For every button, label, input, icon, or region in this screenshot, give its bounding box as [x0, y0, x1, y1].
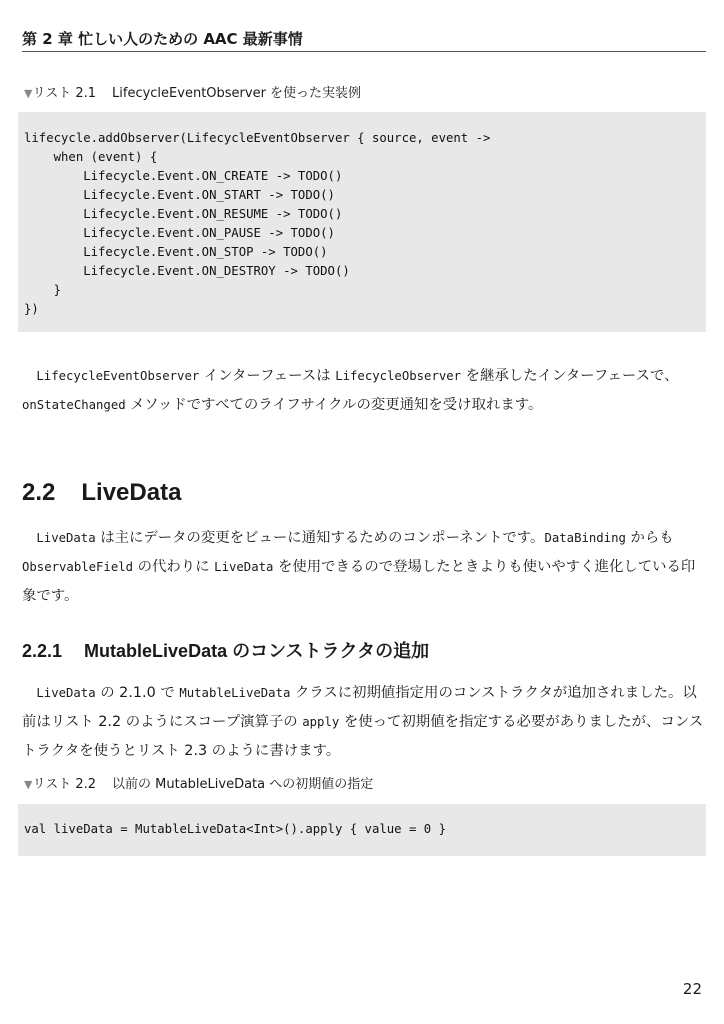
inline-code: ObservableField — [22, 560, 134, 574]
paragraph-text: からも — [625, 530, 674, 546]
section-heading — [22, 478, 181, 508]
subsection-title: MutableLiveData のコンストラクタの追加 — [84, 641, 430, 661]
inline-code: LifecycleEventObserver — [36, 369, 200, 383]
inline-code: DataBinding — [544, 531, 626, 545]
caption-marker-icon: ▼ — [24, 87, 33, 100]
paragraph-text: は主にデータの変更をビューに通知するためのコンポーネントです。 — [95, 530, 545, 546]
paragraph — [22, 362, 706, 420]
inline-code: LiveData — [36, 686, 96, 700]
paragraph-text: を継承したインターフェースで、 — [461, 368, 679, 384]
paragraph-text: を使って初期値を指定する必要がありましたが、コンストラクタを使うとリスト 2.3 のように書けます。 — [22, 714, 704, 759]
inline-code: LiveData — [36, 531, 96, 545]
listing-number: リスト 2.2 — [32, 777, 97, 792]
code-text: val liveData = MutableLiveData<Int>().apply { value = 0 } — [24, 822, 446, 836]
inline-code: LiveData — [214, 560, 274, 574]
paragraph-text: を使用できるので登場したときよりも使いやすく進化している印象です。 — [22, 559, 696, 604]
inline-code: MutableLiveData — [179, 686, 291, 700]
section-title: LiveData — [81, 479, 182, 506]
inline-code: apply — [302, 715, 340, 729]
inline-code: LifecycleObserver — [335, 369, 462, 383]
section-number: 2.2 — [22, 479, 56, 506]
code-block — [18, 112, 706, 332]
paragraph — [22, 679, 706, 766]
listing-title: 以前の MutableLiveData への初期値の指定 — [112, 777, 374, 792]
inline-code: onStateChanged — [22, 398, 126, 412]
code-block — [18, 804, 706, 856]
listing-caption — [24, 86, 361, 102]
listing-title: LifecycleEventObserver を使った実装例 — [112, 86, 362, 101]
header-rule — [22, 51, 706, 52]
subsection-number: 2.2.1 — [22, 641, 63, 661]
paragraph-text: メソッドですべてのライフサイクルの変更通知を受け取れます。 — [125, 397, 543, 413]
paragraph-text: の代わりに — [133, 559, 215, 575]
paragraph — [22, 524, 706, 611]
listing-number: リスト 2.1 — [32, 86, 97, 101]
listing-caption — [24, 777, 373, 793]
running-header: 第 2 章 忙しい人のための AAC 最新事情 — [22, 30, 303, 48]
code-text: lifecycle.addObserver(LifecycleEventObserver { source, event -> when (event) { Lifecycle.Event.ON_CREATE -> TODO() Lifecycle.Event.ON_START -> TODO() Lifecycle.Event.ON_RESUME -> TODO() Lifecycle.Event.ON_PAUSE -> TODO() Lifecycle.Event.ON_STOP -> TODO() Lifecycle.Event.ON_DESTROY -> TODO() } }) — [24, 131, 491, 316]
caption-marker-icon: ▼ — [24, 778, 33, 791]
paragraph-text: インターフェースは — [199, 368, 336, 384]
subsection-heading — [22, 639, 429, 663]
page-number: 22 — [682, 980, 702, 998]
paragraph-text: の 2.1.0 で — [95, 685, 180, 701]
paragraph-text: クラスに初期値指定用のコンストラクタが追加されました。以前はリスト 2.2 のようにスコープ演算子の — [22, 685, 697, 730]
